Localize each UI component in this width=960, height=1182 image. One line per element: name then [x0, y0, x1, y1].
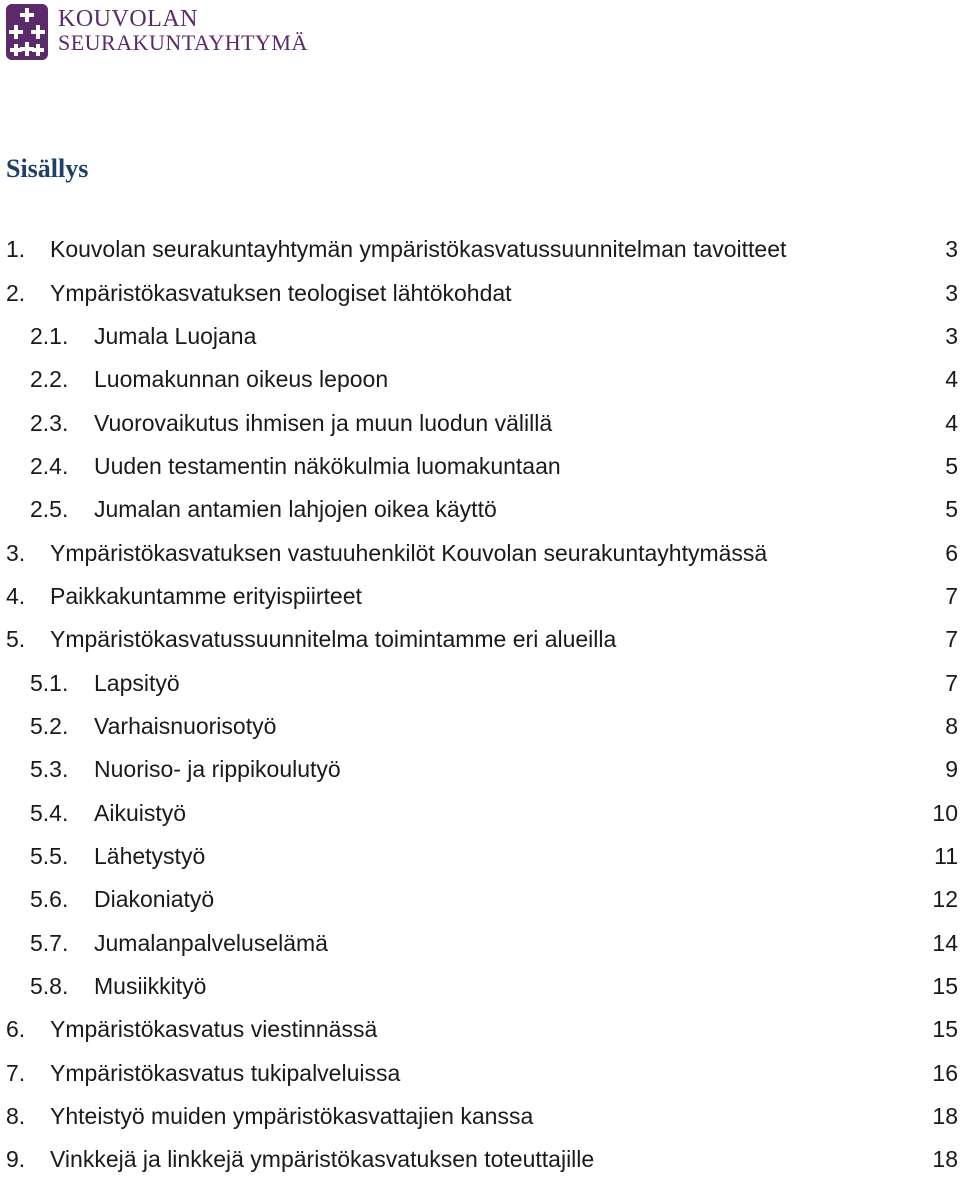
toc-entry[interactable]: [6, 661, 958, 704]
toc-entry-title: Paikkakuntamme erityispiirteet: [50, 582, 362, 609]
toc-entry[interactable]: [6, 401, 958, 444]
toc-entry-page: 7: [945, 582, 958, 609]
toc-entry[interactable]: [6, 835, 958, 878]
toc-entry-title: Kouvolan seurakuntayhtymän ympäristökasvatussuunnitelman tavoitteet: [50, 236, 787, 263]
toc-entry-number: 2.4.: [30, 452, 69, 479]
toc-entry[interactable]: [6, 488, 958, 531]
toc-entry-title: Yhteistyö muiden ympäristökasvattajien kanssa: [50, 1103, 534, 1130]
toc-entry-page: 5: [945, 496, 958, 523]
toc-entry[interactable]: [6, 315, 958, 358]
toc-entry-page: 15: [932, 1016, 958, 1043]
toc-entry-title: Lapsityö: [94, 669, 180, 696]
toc-entry-title: Jumala Luojana: [94, 322, 257, 349]
toc-entry[interactable]: [6, 1095, 958, 1138]
toc-entry[interactable]: [6, 228, 958, 271]
toc-entry[interactable]: [6, 575, 958, 618]
toc-entry-page: 12: [932, 886, 958, 913]
toc-entry[interactable]: [6, 965, 958, 1008]
toc-entry-page: 7: [945, 669, 958, 696]
toc-entry[interactable]: [6, 791, 958, 834]
toc-entry-number: 5.2.: [30, 712, 69, 739]
toc-entry-title: Luomakunnan oikeus lepoon: [94, 366, 389, 393]
toc-entry-number: 6.: [6, 1016, 26, 1043]
toc-entry-page: 4: [945, 409, 958, 436]
toc-entry-page: 18: [932, 1103, 958, 1130]
toc-entry-number: 5.1.: [30, 669, 69, 696]
toc-entry-title: Uuden testamentin näkökulmia luomakuntaan: [94, 452, 561, 479]
toc-entry-title: Ympäristökasvatussuunnitelma toimintamme eri alueilla: [50, 626, 617, 653]
toc-entry-page: 3: [945, 236, 958, 263]
toc-entry-number: 2.3.: [30, 409, 69, 436]
toc-entry-number: 2.2.: [30, 366, 69, 393]
toc-entry-page: 11: [934, 842, 958, 869]
crosses-logo-icon: [6, 4, 48, 60]
toc-heading: Sisällys: [6, 154, 89, 183]
toc-entry-page: 10: [932, 799, 958, 826]
toc-entry[interactable]: [6, 1138, 958, 1181]
toc-entry[interactable]: [6, 705, 958, 748]
toc-entry-title: Vuorovaikutus ihmisen ja muun luodun välillä: [94, 409, 553, 436]
toc-entry-number: 2.1.: [30, 322, 69, 349]
toc-entry-number: 2.5.: [30, 496, 69, 523]
toc-entry-number: 5.6.: [30, 886, 69, 913]
toc-entry-title: Ympäristökasvatuksen vastuuhenkilöt Kouvolan seurakuntayhtymässä: [50, 539, 768, 566]
toc-entry-page: 15: [932, 973, 958, 1000]
toc-entry[interactable]: [6, 531, 958, 574]
toc-entry[interactable]: [6, 1052, 958, 1095]
toc-entry-title: Ympäristökasvatus tukipalveluissa: [50, 1059, 401, 1086]
toc-entry-page: 8: [945, 712, 958, 739]
toc-entry-number: 5.: [6, 626, 26, 653]
toc-entry-title: Ympäristökasvatuksen teologiset lähtökohdat: [50, 279, 512, 306]
toc-entry-number: 1.: [6, 236, 26, 263]
toc-entry-number: 4.: [6, 582, 26, 609]
toc-entry-number: 9.: [6, 1146, 26, 1173]
toc-entry[interactable]: [6, 618, 958, 661]
toc-entry-title: Aikuistyö: [94, 799, 187, 826]
toc-entry-number: 8.: [6, 1103, 26, 1130]
toc-entry[interactable]: [6, 922, 958, 965]
toc-entry[interactable]: [6, 445, 958, 488]
toc-entry-page: 6: [945, 539, 958, 566]
toc-entry[interactable]: [6, 358, 958, 401]
toc-entry-page: 5: [945, 452, 958, 479]
toc-entry-number: 5.4.: [30, 799, 69, 826]
logo-wordmark: [58, 8, 308, 54]
toc-entry-title: Nuoriso- ja rippikoulutyö: [94, 756, 341, 783]
toc-entry[interactable]: [6, 271, 958, 314]
toc-entry-title: Musiikkityö: [94, 973, 207, 1000]
toc-entry-page: 3: [945, 322, 958, 349]
toc-entry-page: 4: [945, 366, 958, 393]
toc-entry-number: 7.: [6, 1059, 26, 1086]
logo-line-2: SEURAKUNTAYHTYMÄ: [58, 30, 308, 55]
toc-entry[interactable]: [6, 878, 958, 921]
toc-entry[interactable]: [6, 1008, 958, 1051]
toc-entry-page: 16: [932, 1059, 958, 1086]
toc-entry-page: 3: [945, 279, 958, 306]
toc-entry-number: 5.5.: [30, 842, 69, 869]
table-of-contents: [6, 228, 958, 1182]
toc-entry-page: 14: [932, 929, 958, 956]
toc-entry-number: 5.8.: [30, 973, 69, 1000]
toc-entry-page: 7: [945, 626, 958, 653]
toc-entry-title: Varhaisnuorisotyö: [94, 712, 277, 739]
toc-entry-number: 5.7.: [30, 929, 69, 956]
toc-entry-number: 3.: [6, 539, 26, 566]
toc-entry-title: Vinkkejä ja linkkejä ympäristökasvatuksen toteuttajille: [50, 1146, 595, 1173]
organization-logo: [6, 4, 308, 60]
toc-entry-title: Lähetystyö: [94, 842, 206, 869]
toc-entry-title: Ympäristökasvatus viestinnässä: [50, 1016, 378, 1043]
toc-entry-page: 9: [945, 756, 958, 783]
toc-entry-title: Diakoniatyö: [94, 886, 215, 913]
toc-entry-title: Jumalanpalveluselämä: [94, 929, 328, 956]
toc-entry[interactable]: [6, 748, 958, 791]
toc-entry-number: 2.: [6, 279, 26, 306]
toc-entry-number: 5.3.: [30, 756, 69, 783]
toc-entry-title: Jumalan antamien lahjojen oikea käyttö: [94, 496, 497, 523]
toc-entry-page: 18: [932, 1146, 958, 1173]
logo-line-1: KOUVOLAN: [58, 6, 198, 32]
